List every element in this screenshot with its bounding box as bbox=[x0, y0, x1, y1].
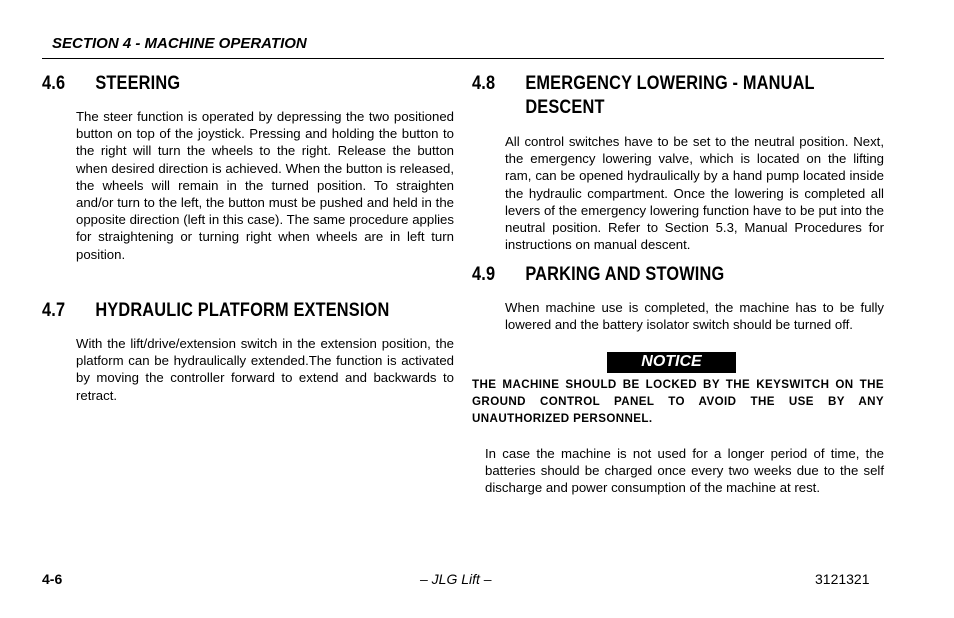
heading-title: STEERING bbox=[95, 73, 181, 94]
parking-paragraph: When machine use is completed, the machine has to be fully lowered and the battery isolator switch should be turned off. bbox=[505, 300, 884, 333]
section-header: SECTION 4 - MACHINE OPERATION bbox=[52, 35, 307, 52]
storage-paragraph: In case the machine is not used for a longer period of time, the batteries should be charged once every two weeks due to the self discharge and power consumption of the machine at rest. bbox=[485, 446, 884, 496]
header-rule bbox=[42, 58, 884, 59]
emergency-lowering-paragraph: All control switches have to be set to the neutral position. Next, the emergency lowering valve, which is located on the lifting ram, can be opened hydraulically by a hand pump located inside the hydraulic compartment. Once the lowering is completed all levers of the emergency lowering function have to be put into the neutral position. Refer to Section 5.3, Manual Procedures for instructions on manual descent. bbox=[505, 134, 884, 253]
page-number: 4-6 bbox=[42, 571, 63, 587]
heading-title-line2: DESCENT bbox=[525, 97, 605, 118]
heading-number: 4.6 bbox=[42, 73, 66, 94]
heading-number: 4.7 bbox=[42, 300, 66, 321]
platform-extension-paragraph: With the lift/drive/extension switch in the extension position, the platform can be hydraulically extended.The function is activated by moving the controller forward to extend and backwards to retract. bbox=[76, 336, 454, 403]
heading-number: 4.9 bbox=[472, 264, 496, 285]
heading-title bbox=[525, 72, 814, 120]
heading-4-6 bbox=[42, 72, 180, 96]
footer-title: – JLG Lift – bbox=[420, 571, 492, 587]
heading-title-line1: EMERGENCY LOWERING - MANUAL bbox=[525, 73, 815, 94]
notice-label: NOTICE bbox=[607, 352, 736, 373]
heading-title: HYDRAULIC PLATFORM EXTENSION bbox=[95, 300, 390, 321]
heading-4-9 bbox=[472, 263, 724, 287]
heading-4-8 bbox=[472, 72, 815, 120]
document-number: 3121321 bbox=[815, 571, 870, 587]
heading-4-7 bbox=[42, 299, 389, 323]
heading-title: PARKING AND STOWING bbox=[525, 264, 725, 285]
notice-text: THE MACHINE SHOULD BE LOCKED BY THE KEYSWITCH ON THE GROUND CONTROL PANEL TO AVOID THE USE BY ANY UNAUTHORIZED PERSONNEL. bbox=[472, 378, 884, 426]
steering-paragraph: The steer function is operated by depressing the two positioned button on top of the joystick. Pressing and holding the button to the right will turn the wheels to the right. Release the button when desired direction is achieved. When the button is released, the wheels will remain in the turned position. To straighten and/or turn to the left, the button must be pushed and held in the opposite direction (left in this case). The same procedure applies for straightening or turning right when wheels are in left turn position. bbox=[76, 109, 454, 262]
heading-number: 4.8 bbox=[472, 73, 496, 94]
